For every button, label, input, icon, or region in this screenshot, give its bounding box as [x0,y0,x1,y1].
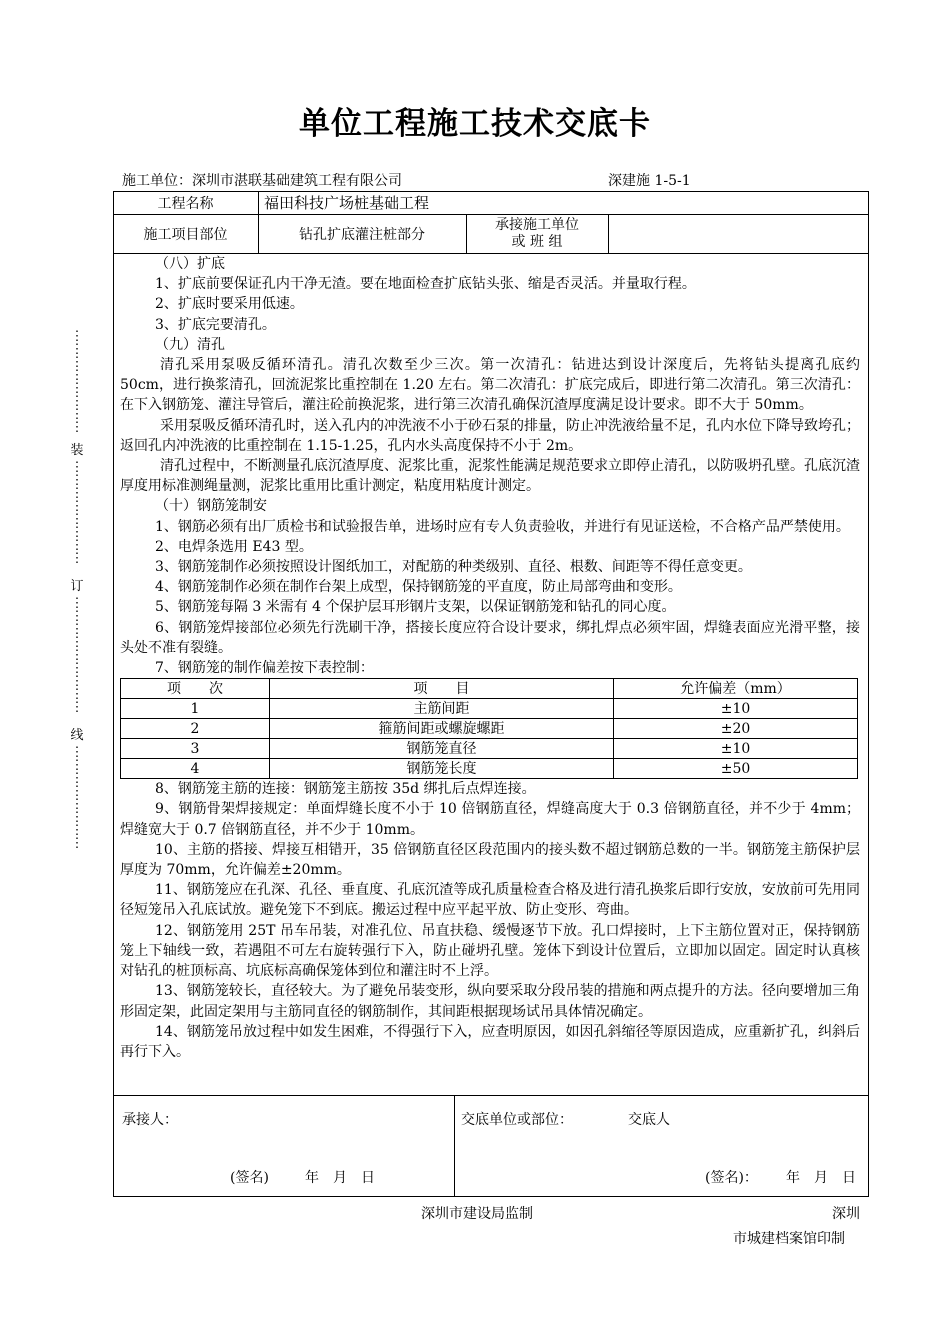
table-cell: 3 [121,739,270,759]
paragraph: 6、钢筋笼焊接部位必须先行洗刷干净，搭接长度应符合设计要求，绑扎焊点必须牢固，焊缝表面应光滑平整，接头处不准有裂缝。 [120,619,860,656]
issuer-unit-label: 交底单位或部位： [461,1112,573,1128]
binding-margin: ⋮ ⋮ ⋮ ⋮ ⋮ ⋮ ⋮ ⋮ 装 ⋮ ⋮ ⋮ ⋮ ⋮ ⋮ ⋮ ⋮ 订 ⋮ ⋮ ⋮ ⋮ ⋮ ⋮ ⋮ ⋮ ⋮ 线 ⋮ ⋮ ⋮ ⋮ ⋮ ⋮ ⋮ ⋮ [70,330,84,851]
table-cell: 1 [121,699,270,719]
supervisor-note: 深圳市建设局监制 [421,1206,533,1222]
paragraph: 8、钢筋笼主筋的连接：钢筋笼主筋按 35d 绑扎后点焊连接。 [155,781,536,798]
table-cell: ±50 [614,759,858,779]
paragraph: 清孔过程中，不断测量孔底沉渣厚度、泥浆比重，泥浆性能满足规范要求立即停止清孔，以防吸坍孔壁。孔底沉渣厚度用标准测绳量测，泥浆比重用比重计测定，粘度用粘度计测定。 [120,458,860,495]
paragraph: 4、钢筋笼制作必须在制作台架上成型，保持钢筋笼的平直度，防止局部弯曲和变形。 [155,579,682,596]
paragraph: 14、钢筋笼吊放过程中如发生困难，不得强行下入，应查明原因，如因孔斜缩径等原因造成，应重新扩孔，纠斜后再行下入。 [120,1023,860,1060]
table-cell: 主筋间距 [270,699,614,719]
receiver-signature: (签名) [230,1170,269,1186]
receiver-unit-label-line1: 承接施工单位 [495,216,579,233]
receiver-unit-label-line2: 或 班 组 [511,233,563,250]
paragraph: 3、钢筋笼制作必须按照设计图纸加工，对配筋的种类级别、直径、根数、间距等不得任意变更。 [155,559,752,576]
issuer-signature: (签名)： [705,1170,758,1186]
table-cell: ±20 [614,719,858,739]
table-cell: 箍筋间距或螺旋螺距 [270,719,614,739]
table-row [121,739,858,759]
section-heading: （十）钢筋笼制安 [155,498,267,515]
section-heading: （九）清孔 [155,336,225,353]
project-name: 福田科技广场桩基础工程 [264,194,430,212]
paragraph: 11、钢筋笼应在孔深、孔径、垂直度、孔底沉渣等成孔质量检查合格及进行清孔换浆后即行安放，安放前可先用同径短笼吊入孔底试放。避免笼下不到底。搬运过程中应平起平放、防止变形、弯曲。 [120,882,860,919]
table-cell: 4 [121,759,270,779]
paragraph: 13、钢筋笼较长，直径较大。为了避免吊装变形，纵向要采取分段吊装的措施和两点提升的方法。径向要增加三角形固定架，此固定架用与主筋同直径的钢筋制作，其间距根据现场试吊具体情况确定。 [120,983,860,1020]
table-cell: ±10 [614,739,858,759]
form-code: 深建施 1-5-1 [608,173,691,189]
issuer-label: 交底人 [628,1112,670,1128]
section-heading: （八）扩底 [155,256,225,272]
paragraph: 2、电焊条选用 E43 型。 [155,538,313,555]
receiver-date: 年 月 日 [305,1170,375,1186]
table-cell: ±10 [614,699,858,719]
table-cell: 2 [121,719,270,739]
paragraph: 5、钢筋笼每隔 3 米需有 4 个保护层耳形钢片支架，以保证钢筋笼和钻孔的同心度。 [155,599,676,616]
dept-label: 施工项目部位 [143,226,228,243]
paragraph: 1、钢筋必须有出厂质检书和试验报告单，进场时应有专人负责验收，并进行有见证送检，不合格产品严禁使用。 [155,518,850,535]
paragraph: 清孔采用泵吸反循环清孔。清孔次数至少三次。第一次清孔：钻进达到设计深度后，先将钻头提离孔底约 50cm，进行换浆清孔，回流泥浆比重控制在 1.20 左右。第二次清孔：扩底完成后，即进行第二次清孔。第三次清孔：在下入钢筋笼、灌注导管后，灌注砼前换泥浆，进行第三次清孔确保沉渣厚度满足设计要求。即不大于 50mm。 [120,357,860,414]
construction-unit: 施工单位：深圳市湛联基础建筑工程有限公司 [122,173,402,189]
paragraph: 7、钢筋笼的制作偏差按下表控制： [155,660,374,677]
project-name-label: 工程名称 [157,195,214,212]
printer-note-2: 市城建档案馆印制 [733,1231,845,1247]
paragraph: 10、主筋的搭接、焊接互相错开，35 倍钢筋直径区段范围内的接头数不超过钢筋总数的一半。钢筋笼主筋保护层厚度为 70mm，允许偏差±20mm。 [120,841,860,879]
tolerance-table [120,678,858,779]
printer-note-1: 深圳 [832,1206,860,1222]
paragraph: 1、扩底前要保证孔内干净无渣。要在地面检查扩底钻头张、缩是否灵活。并量取行程。 [155,276,696,293]
column-header: 项 目 [270,679,614,699]
column-header: 允许偏差（mm） [614,679,858,699]
table-row [121,759,858,779]
issuer-date: 年 月 日 [786,1170,856,1186]
table-row [121,719,858,739]
table-row [121,699,858,719]
paragraph: 9、钢筋骨架焊接规定：单面焊缝长度不小于 10 倍钢筋直径，焊缝高度大于 0.3 倍钢筋直径，并不少于 4mm；焊缝宽大于 0.7 倍钢筋直径，并不少于 10mm。 [120,801,860,838]
disclosure-content [120,254,860,1062]
receiver-unit-label [466,214,608,253]
table-cell: 钢筋笼长度 [270,759,614,779]
paragraph: 采用泵吸反循环清孔时，送入孔内的冲洗液不小于砂石泵的排量，防止冲洗液给量不足，孔内水位下降导致垮孔；返回孔内冲洗液的比重控制在 1.15-1.25，孔内水头高度保持不小于 2m。 [120,417,860,454]
table-cell: 钢筋笼直径 [270,739,614,759]
paragraph: 3、扩底完要清孔。 [155,316,276,333]
paragraph: 2、扩底时要采用低速。 [155,296,304,313]
dept-value: 钻孔扩底灌注桩部分 [299,226,425,243]
table-header-row [121,679,858,699]
receiver-label: 承接人： [122,1112,178,1128]
page-title: 单位工程施工技术交底卡 [299,106,651,142]
paragraph: 12、钢筋笼用 25T 吊车吊装，对准孔位、吊直扶稳、缓慢逐节下放。孔口焊接时，上下主筋位置对正，保持钢筋笼上下轴线一致，若遇阻不可左右旋转强行下入，防止碰坍孔壁。笼体下到设计位置后，立即加以固定。固定时认真核对钻孔的桩顶标高、坑底标高确保笼体到位和灌注时不上浮。 [120,922,860,980]
column-header: 项 次 [121,679,270,699]
